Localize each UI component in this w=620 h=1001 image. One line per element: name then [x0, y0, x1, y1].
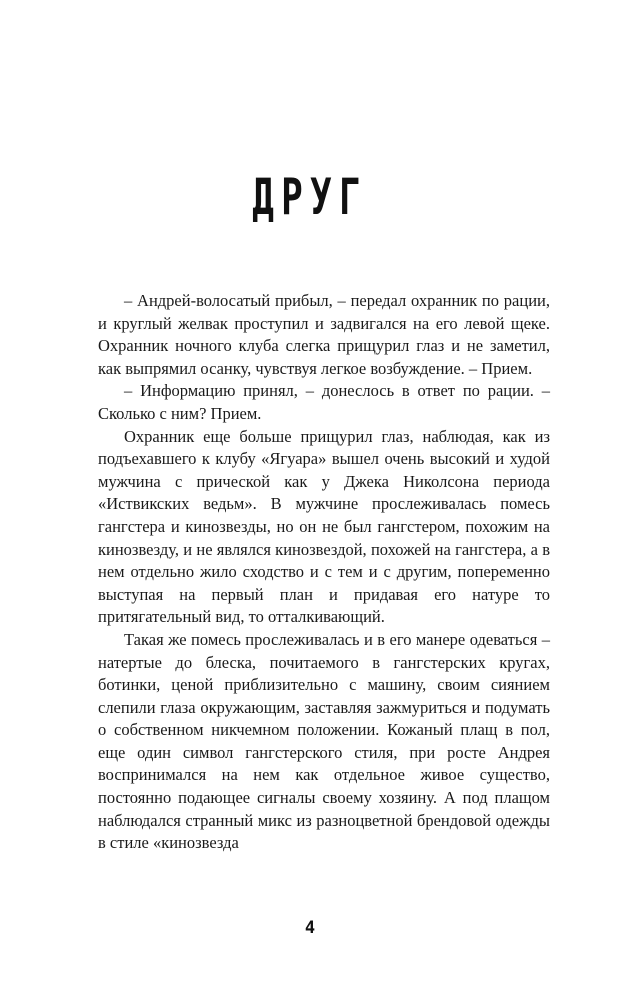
paragraph: Охранник еще больше прищурил глаз, наблюдая, как из подъехавшего к клубу «Ягуара» вышел очень высокий и худой мужчина с прической как у Джека Николсона периода «Иствикских ведьм». В мужчине прослеживалась помесь гангстера и кинозвезды, но он не был гангстером, похожим на кинозвезду, и не являлся кинозвездой, похожей на гангстера, а в нем отдельно жило сходство и с тем и с другим, попеременно выступая на первый план и придавая его натуре то притягательный вид, то отталкивающий.: [98, 426, 550, 627]
chapter-title: ДРУГ: [252, 168, 368, 226]
paragraph: – Информацию принял, – донеслось в ответ по рации. – Сколько с ним? Прием.: [98, 381, 550, 423]
paragraph: – Андрей-волосатый прибыл, – передал охранник по рации, и круглый желвак проступил и задвигался на его левой щеке. Охранник ночного клуба слегка прищурил глаз и не заметил, как выпрямил осанку, чувствуя легкое возбуждение. – Прием.: [98, 291, 550, 378]
paragraph: Такая же помесь прослеживалась и в его манере одеваться – натертые до блеска, почитаемого в гангстерских кругах, ботинки, ценой приблизительно с машину, своим сиянием слепили глаза окружающим, заставляя зажмуриться и подумать о собственном никчемном положении. Кожаный плащ в пол, еще один символ гангстерского стиля, при росте Андрея воспринимался на нем как отдельное живое существо, постоянно подающее сигналы своему хозяину. А под плащом наблюдался странный микс из разноцветной брендовой одежды в стиле «кинозвезда: [98, 629, 550, 853]
chapter-body: [98, 290, 550, 855]
page-number: 4: [304, 918, 316, 938]
